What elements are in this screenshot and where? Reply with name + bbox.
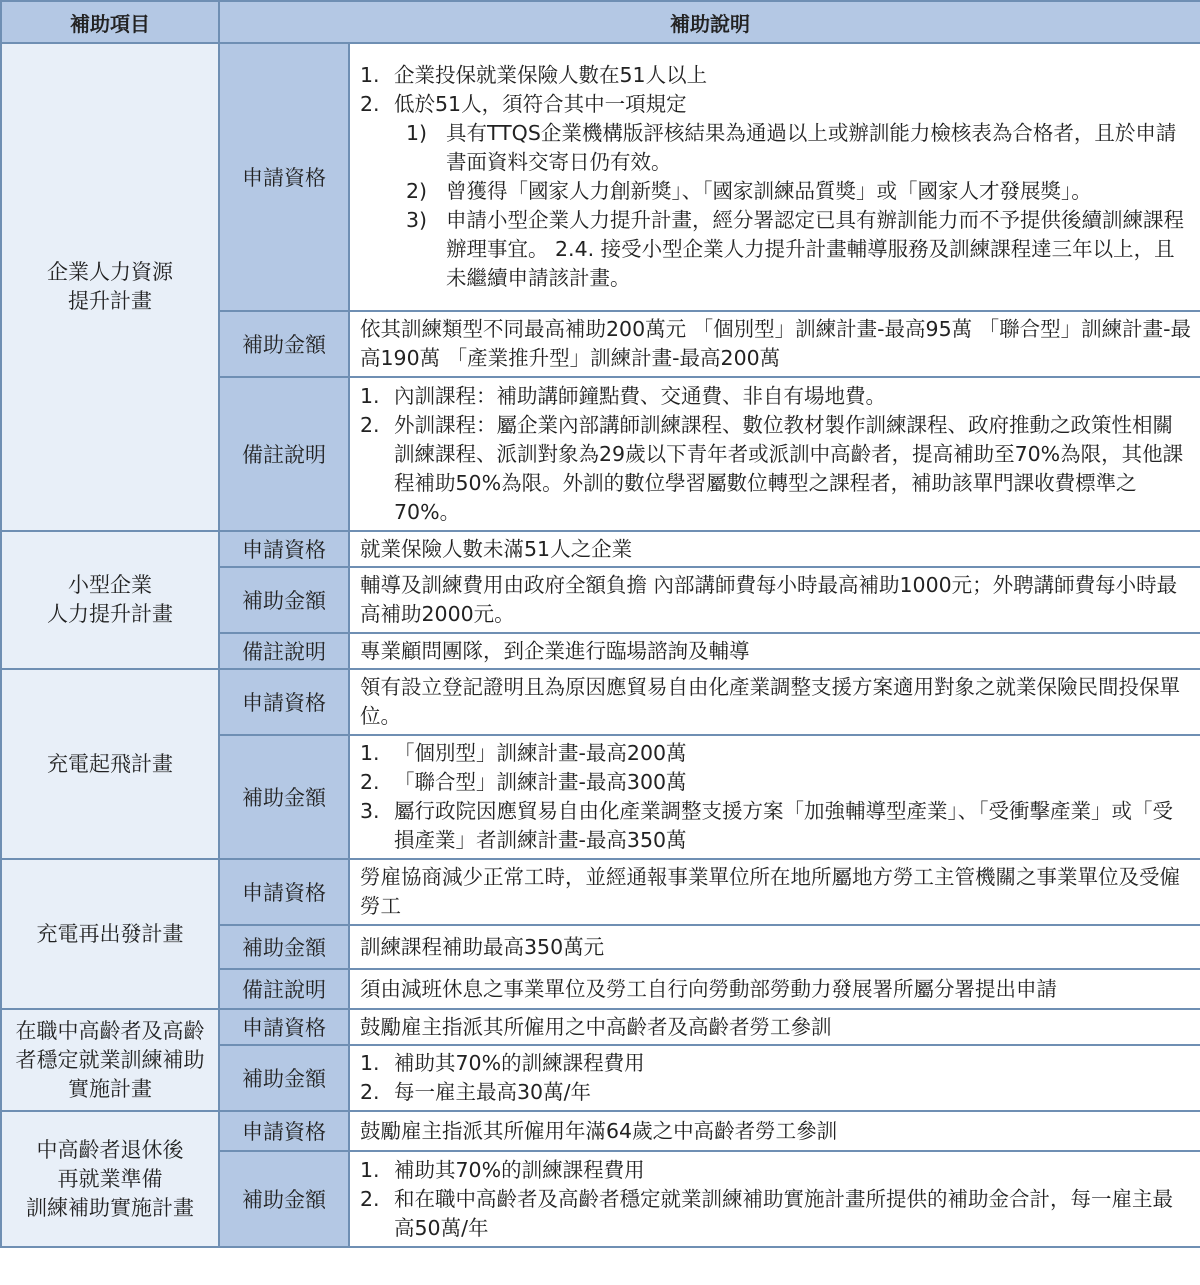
amount-text: 依其訓練類型不同最高補助200萬元 「個別型」訓練計畫-最高95萬 「聯合型」訓練計畫-最高190萬 「產業推升型」訓練計畫-最高200萬	[349, 311, 1200, 377]
list-text: 曾獲得「國家人力創新獎」、「國家訓練品質獎」或「國家人才發展獎」。	[446, 179, 1092, 203]
list-item	[360, 768, 1192, 797]
list-text: 外訓課程：屬企業內部講師訓練課程、數位教材製作訓練課程、政府推動之政策性相關訓練課程、派訓對象為29歲以下青年者或派訓中高齡者，提高補助至70%為限，其他課程補助50%為限。外訓的數位學習屬數位轉型之課程者，補助該單門課收費標準之70%。	[394, 412, 1184, 524]
program-row	[1, 531, 1200, 567]
program-row	[1, 1009, 1200, 1045]
eligibility-label: 申請資格	[219, 43, 349, 311]
program-name: 小型企業 人力提升計畫	[1, 531, 219, 669]
sub-list-item	[360, 119, 1192, 177]
program-name: 在職中高齡者及高齡者穩定就業訓練補助實施計畫	[1, 1009, 219, 1111]
list-number: 3)	[406, 208, 428, 232]
list-item	[360, 411, 1192, 527]
list-number: 2.	[360, 770, 380, 794]
amount-text	[349, 1151, 1200, 1247]
list-text: 「個別型」訓練計畫-最高200萬	[394, 741, 687, 765]
list-item	[360, 61, 1192, 90]
sub-list-item	[360, 177, 1192, 206]
list-text: 內訓課程：補助講師鐘點費、交通費、非自有場地費。	[394, 383, 886, 408]
notes-text: 須由減班休息之事業單位及勞工自行向勞動部勞動力發展署所屬分署提出申請	[349, 969, 1200, 1009]
amount-label: 補助金額	[219, 1151, 349, 1247]
eligibility-label: 申請資格	[219, 1111, 349, 1151]
list-text: 企業投保就業保險人數在51人以上	[394, 63, 708, 87]
list-item	[360, 1185, 1192, 1243]
list-text: 補助其70%的訓練課程費用	[394, 1051, 645, 1075]
list-text: 每一雇主最高30萬/年	[394, 1080, 591, 1104]
list-text: 屬行政院因應貿易自由化產業調整支援方案「加強輔導型產業」、「受衝擊產業」或「受損產業」者訓練計畫-最高350萬	[394, 799, 1173, 852]
list-number: 1.	[360, 383, 380, 408]
list-item	[360, 90, 1192, 119]
list-number: 1.	[360, 741, 380, 765]
program-name: 中高齡者退休後 再就業準備 訓練補助實施計畫	[1, 1111, 219, 1247]
program-name: 企業人力資源 提升計畫	[1, 43, 219, 531]
program-row	[1, 43, 1200, 311]
list-number: 1)	[406, 121, 428, 145]
notes-label: 備註說明	[219, 969, 349, 1009]
header-description: 補助說明	[219, 1, 1200, 43]
list-text: 申請小型企業人力提升計畫，經分署認定已具有辦訓能力而不予提供後續訓練課程辦理事宜。 2.4. 接受小型企業人力提升計畫輔導服務及訓練課程達三年以上，且未繼續申請該計畫。	[446, 208, 1184, 290]
list-number: 2.	[360, 1186, 380, 1211]
list-text: 和在職中高齡者及高齡者穩定就業訓練補助實施計畫所提供的補助金合計，每一雇主最高50萬/年	[394, 1186, 1173, 1240]
notes-label: 備註說明	[219, 633, 349, 669]
header-project: 補助項目	[1, 1, 219, 43]
amount-text: 訓練課程補助最高350萬元	[349, 925, 1200, 969]
eligibility-label: 申請資格	[219, 531, 349, 567]
amount-label: 補助金額	[219, 1045, 349, 1111]
list-text: 具有TTQS企業機構版評核結果為通過以上或辦訓能力檢核表為合格者，且於申請書面資料交寄日仍有效。	[446, 121, 1177, 174]
list-number: 3.	[360, 799, 380, 823]
list-number: 1.	[360, 1157, 380, 1182]
list-number: 2.	[360, 92, 380, 116]
list-number: 1.	[360, 1051, 380, 1075]
notes-text	[349, 377, 1200, 531]
amount-text	[349, 1045, 1200, 1111]
list-item	[360, 1156, 1192, 1185]
list-item	[360, 1049, 1192, 1078]
eligibility-text: 就業保險人數未滿51人之企業	[349, 531, 1200, 567]
list-number: 1.	[360, 63, 380, 87]
amount-text: 輔導及訓練費用由政府全額負擔 內部講師費每小時最高補助1000元；外聘講師費每小時最高補助2000元。	[349, 567, 1200, 633]
list-text: 「聯合型」訓練計畫-最高300萬	[394, 770, 687, 794]
program-row	[1, 669, 1200, 735]
eligibility-label: 申請資格	[219, 669, 349, 735]
eligibility-label: 申請資格	[219, 1009, 349, 1045]
notes-text: 專業顧問團隊，到企業進行臨場諮詢及輔導	[349, 633, 1200, 669]
program-row	[1, 1111, 1200, 1151]
amount-label: 補助金額	[219, 311, 349, 377]
list-item	[360, 382, 1192, 411]
list-item	[360, 1078, 1192, 1107]
program-name: 充電再出發計畫	[1, 859, 219, 1009]
amount-label: 補助金額	[219, 925, 349, 969]
program-row	[1, 859, 1200, 925]
list-number: 2)	[406, 179, 428, 203]
list-text: 低於51人，須符合其中一項規定	[394, 92, 687, 116]
eligibility-text: 勞雇協商減少正常工時，並經通報事業單位所在地所屬地方勞工主管機關之事業單位及受僱勞工	[349, 859, 1200, 925]
sub-list-item	[360, 206, 1192, 293]
list-number: 2.	[360, 412, 380, 437]
amount-label: 補助金額	[219, 735, 349, 859]
eligibility-text	[349, 43, 1200, 311]
header-row	[1, 1, 1200, 43]
eligibility-label: 申請資格	[219, 859, 349, 925]
list-item	[360, 797, 1192, 855]
eligibility-text: 鼓勵雇主指派其所僱用之中高齡者及高齡者勞工參訓	[349, 1009, 1200, 1045]
list-text: 補助其70%的訓練課程費用	[394, 1157, 645, 1182]
list-item	[360, 739, 1192, 768]
program-name: 充電起飛計畫	[1, 669, 219, 859]
notes-label: 備註說明	[219, 377, 349, 531]
eligibility-text: 鼓勵雇主指派其所僱用年滿64歲之中高齡者勞工參訓	[349, 1111, 1200, 1151]
amount-text	[349, 735, 1200, 859]
list-number: 2.	[360, 1080, 380, 1104]
eligibility-text: 領有設立登記證明且為原因應貿易自由化產業調整支援方案適用對象之就業保險民間投保單位。	[349, 669, 1200, 735]
amount-label: 補助金額	[219, 567, 349, 633]
